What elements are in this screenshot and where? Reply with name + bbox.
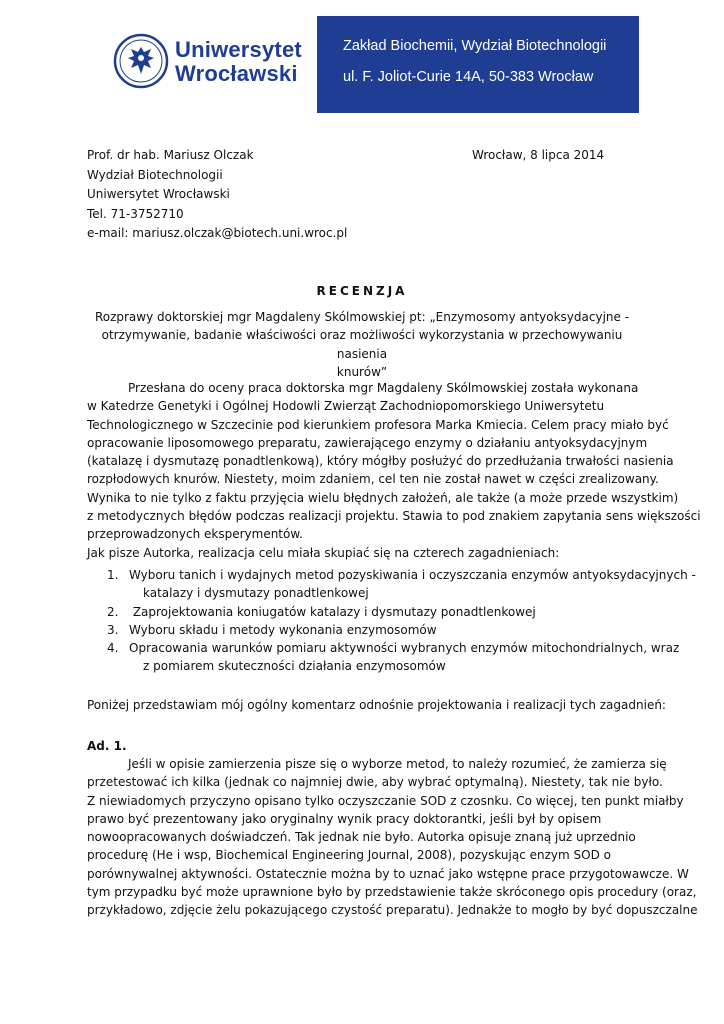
logo-text-line-1: Uniwersytet (175, 37, 302, 62)
university-name (175, 38, 325, 86)
department-address: ul. F. Joliot-Curie 14A, 50-383 Wrocław (343, 69, 594, 85)
list-number: 4. (107, 641, 119, 656)
subject-line: otrzymywanie, badanie właściwości oraz możliwości wykorzystania w przechowywaniu nasienia (101, 328, 623, 361)
paragraph-line: przetestować ich kilka (jednak co najmniej dwie, aby wybrać optymalną). Niestety, tak nie było. (87, 775, 663, 790)
letterhead (95, 16, 639, 113)
paragraph-line: porównywalnej aktywności. Ostatecznie można by to uznać jako wstępne prace przygotowawcze. W (87, 866, 689, 881)
paragraph-line: rozpłodowych knurów. Niestety, moim zdaniem, cel ten nie został nawet w części zrealizowany. (87, 472, 659, 487)
intro-paragraph (87, 379, 701, 562)
paragraph-line: przeprowadzonych eksperymentów. (87, 527, 303, 542)
paragraph-line: z metodycznych błędów podczas realizacji projektu. Stawia to pod znakiem zapytania sens większości (87, 509, 701, 524)
list-number: 3. (107, 622, 119, 637)
eagle-seal-icon (113, 33, 169, 89)
paragraph-line: prawo być prezentowany jako oryginalny wynik pracy doktorantki, jeśli był by opisem (87, 811, 602, 826)
paragraph-line: Wynika to nie tylko z faktu przyjęcia wielu błędnych założeń, ale także (a może przede wszystkim) (87, 490, 679, 505)
list-item (87, 621, 637, 639)
review-subject (87, 308, 637, 381)
review-document (87, 146, 701, 918)
department-name: Zakład Biochemii, Wydział Biotechnologii (343, 38, 607, 54)
list-item-line: Opracowania warunków pomiaru aktywności wybranych enzymów mitochondrialnych, wraz (129, 641, 680, 656)
section-paragraph (87, 755, 698, 920)
sender-university: Uniwersytet Wrocławski (87, 187, 230, 202)
paragraph-line: Przesłana do oceny praca doktorska mgr Magdaleny Skólmowskiej została wykonana (128, 381, 639, 395)
document-title: RECENZJA (316, 284, 408, 298)
paragraph-line: opracowanie liposomowego preparatu, zawierającego enzymy o działaniu antyoksydacyjnym (87, 435, 648, 450)
section-heading: Ad. 1. (87, 739, 127, 753)
list-item-line: Zaprojektowania koniugatów katalazy i dysmutazy ponadtlenkowej (129, 604, 536, 619)
list-item-line: z pomiarem skuteczności działania enzymosomów (143, 659, 446, 674)
paragraph-line: przykładowo, zdjęcie żelu pokazującego czystość preparatu). Jednakże to mogło by być dopuszczalne (87, 903, 698, 918)
subject-line: knurów” (336, 364, 388, 379)
paragraph-line: Jeśli w opisie zamierzenia pisze się o wyborze metod, to należy rozumieć, że zamierza się (128, 757, 667, 771)
sender-faculty: Wydział Biotechnologii (87, 167, 223, 182)
list-item-line: katalazy i dysmutazy ponadtlenkowej (143, 586, 369, 601)
paragraph-line: tym przypadku być może uprawnione było by przedstawienie także skróconego opis procedury (oraz, (87, 885, 697, 900)
list-item (87, 639, 680, 676)
letter-date: Wrocław, 8 lipca 2014 (472, 148, 605, 162)
sender-email: e-mail: mariusz.olczak@biotech.uni.wroc.pl (87, 226, 348, 241)
paragraph-line: Jak pisze Autorka, realizacja celu miała skupiać się na czterech zagadnieniach: (87, 545, 560, 560)
list-item (87, 603, 637, 621)
list-item (87, 566, 696, 603)
comment-intro: Poniżej przedstawiam mój ogólny komentarz odnośnie projektowania i realizacji tych zagadnień: (87, 698, 666, 712)
paragraph-line: nowoopracowanych doświadczeń. Tak jednak nie było. Autorka opisuje znaną już uprzednio (87, 830, 636, 845)
sender-phone: Tel. 71-3752710 (87, 206, 184, 221)
paragraph-line: Technologicznego w Szczecinie pod kierunkiem profesora Marka Kmiecia. Celem pracy miało być (87, 417, 669, 432)
list-number: 2. (107, 604, 119, 619)
department-banner (317, 16, 639, 113)
subject-line: Rozprawy doktorskiej mgr Magdaleny Skólmowskiej pt: „Enzymosomy antyoksydacyjne - (94, 310, 630, 324)
university-logo (95, 16, 317, 113)
paragraph-line: procedurę (He i wsp, Biochemical Engineering Journal, 2008), pozyskując enzym SOD o (87, 848, 611, 863)
objectives-list (87, 566, 696, 676)
paragraph-line: Z niewiadomych przyczyno opisano tylko oczyszczanie SOD z czosnku. Co więcej, ten punkt miałby (87, 793, 684, 808)
paragraph-line: (katalazę i dysmutazę ponadtlenkową), który mógłby posłużyć do przedłużania trwałości nasienia (87, 454, 674, 469)
list-item-line: Wyboru składu i metody wykonania enzymosomów (129, 622, 437, 637)
paragraph-line: w Katedrze Genetyki i Ogólnej Hodowli Zwierząt Zachodniopomorskiego Uniwersytetu (87, 399, 605, 414)
list-item-line: Wyboru tanich i wydajnych metod pozyskiwania i oczyszczania enzymów antyoksydacyjnych - (129, 568, 696, 582)
list-number: 1. (107, 568, 119, 582)
sender-name: Prof. dr hab. Mariusz Olczak (87, 148, 254, 162)
logo-text-line-2: Wrocławski (175, 61, 298, 86)
